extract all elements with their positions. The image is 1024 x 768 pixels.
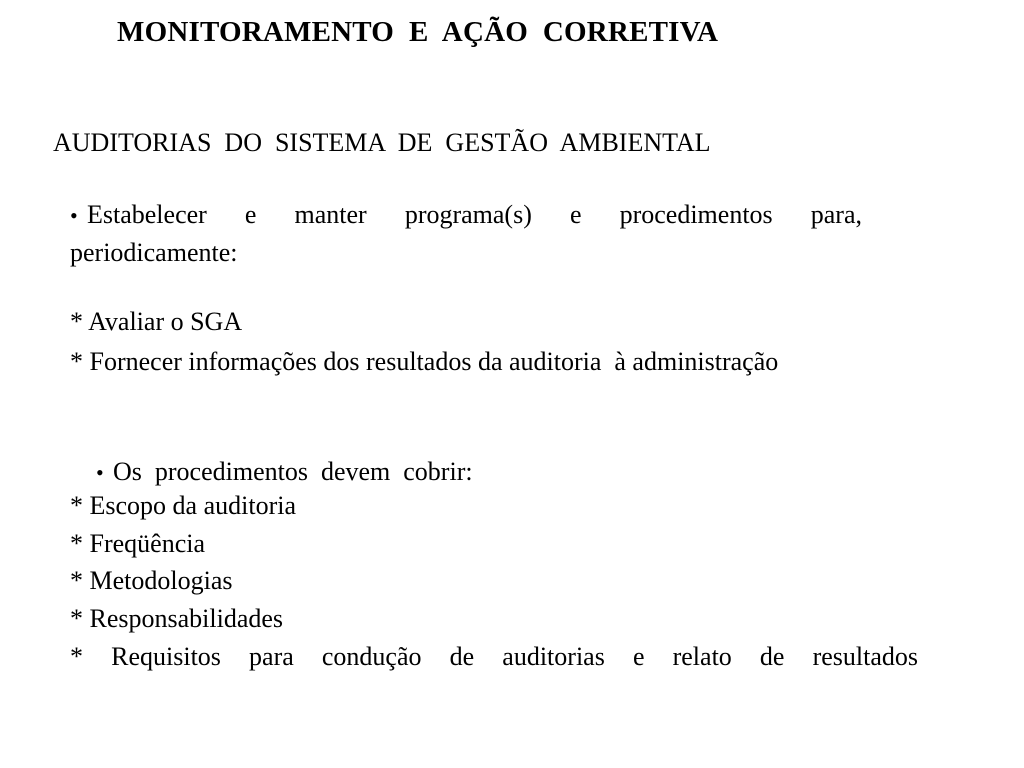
list-item-escopo: * Escopo da auditoria xyxy=(70,491,296,520)
bullet-1-text: Estabelecer e manter programa(s) e procedimentos para, xyxy=(87,200,862,229)
list-item-frequencia: * Freqüência xyxy=(70,529,206,558)
bullet-1-line-1 xyxy=(70,200,862,230)
bullet-dot: • xyxy=(70,203,78,228)
slide-title: MONITORAMENTO E AÇÃO CORRETIVA xyxy=(117,16,719,48)
list-item-requisitos: * Requisitos para condução de auditorias e relato de resultados xyxy=(70,642,918,671)
bullet-1-line-2: periodicamente: xyxy=(70,238,238,267)
slide-subtitle: AUDITORIAS DO SISTEMA DE GESTÃO AMBIENTAL xyxy=(53,128,711,157)
list-item-responsabilidades: * Responsabilidades xyxy=(70,604,284,633)
list-item-fornecer: * Fornecer informações dos resultados da auditoria à administração xyxy=(70,347,779,376)
list-item-avaliar: * Avaliar o SGA xyxy=(70,307,243,336)
list-item-metodologias: * Metodologias xyxy=(70,566,233,595)
bullet-2-text: Os procedimentos devem cobrir: xyxy=(113,457,473,486)
bullet-dot: • xyxy=(96,460,104,485)
